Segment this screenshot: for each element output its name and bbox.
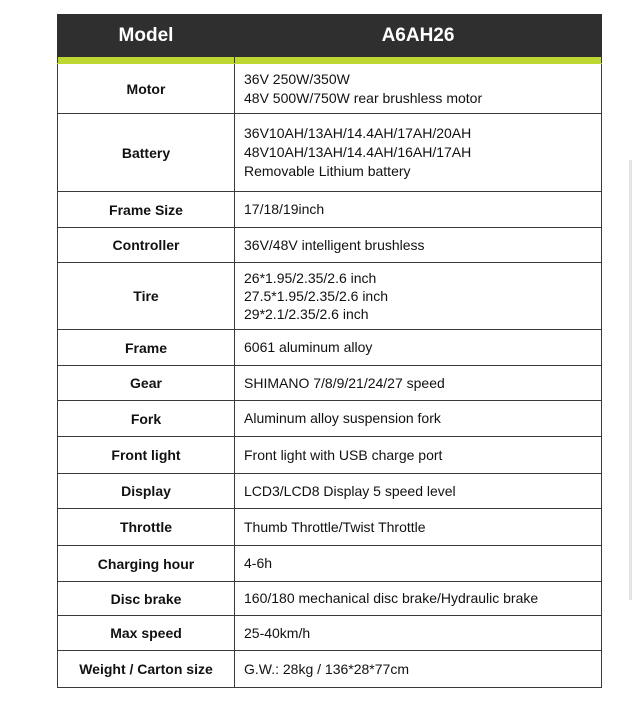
table-row — [58, 64, 602, 114]
table-row — [58, 582, 602, 616]
row-label-battery: Battery — [58, 114, 235, 192]
table-row — [58, 228, 602, 263]
value-line: Thumb Throttle/Twist Throttle — [244, 518, 426, 535]
value-line: 4-6h — [244, 555, 273, 571]
value-line: SHIMANO 7/8/9/21/24/27 speed — [244, 374, 445, 391]
value-line: 160/180 mechanical disc brake/Hydraulic brake — [244, 590, 539, 606]
row-label-tire: Tire — [58, 263, 235, 330]
value-line: 29*2.1/2.35/2.6 inch — [244, 306, 369, 322]
row-value-fork — [235, 401, 602, 437]
value-line: Removable Lithium battery — [244, 163, 411, 179]
table-row — [58, 651, 602, 688]
row-value-charging-hour — [235, 546, 602, 582]
row-value-tire — [235, 263, 602, 330]
table-row — [58, 192, 602, 228]
row-label-frame: Frame — [58, 330, 235, 366]
row-value-front-light — [235, 437, 602, 474]
value-line: 48V10AH/13AH/14.4AH/16AH/17AH — [244, 144, 472, 160]
table-row — [58, 114, 602, 192]
row-label-front-light: Front light — [58, 437, 235, 474]
table-row — [58, 263, 602, 330]
row-value-frame — [235, 330, 602, 366]
row-value-disc-brake — [235, 582, 602, 616]
value-line: LCD3/LCD8 Display 5 speed level — [244, 482, 456, 499]
row-value-throttle — [235, 509, 602, 546]
row-label-gear: Gear — [58, 366, 235, 401]
row-label-frame-size: Frame Size — [58, 192, 235, 228]
row-label-fork: Fork — [58, 401, 235, 437]
value-line: 27.5*1.95/2.35/2.6 inch — [244, 288, 389, 304]
value-line: 26*1.95/2.35/2.6 inch — [244, 270, 377, 286]
table-row — [58, 546, 602, 582]
row-value-frame-size — [235, 192, 602, 228]
spec-table — [57, 14, 602, 688]
accent-stripe — [58, 57, 602, 64]
table-row — [58, 616, 602, 651]
row-value-motor — [235, 64, 602, 114]
value-line: 36V/48V intelligent brushless — [244, 236, 425, 253]
value-line: 17/18/19inch — [244, 201, 325, 217]
value-line: 6061 aluminum alloy — [244, 339, 373, 355]
row-label-disc-brake: Disc brake — [58, 582, 235, 616]
row-label-weight-carton: Weight / Carton size — [58, 651, 235, 688]
row-value-controller — [235, 228, 602, 263]
table-row — [58, 474, 602, 509]
row-label-controller: Controller — [58, 228, 235, 263]
row-value-max-speed — [235, 616, 602, 651]
value-line: 48V 500W/750W rear brushless motor — [244, 89, 483, 106]
value-line: 36V10AH/13AH/14.4AH/17AH/20AH — [244, 125, 472, 141]
value-line: Front light with USB charge port — [244, 446, 443, 463]
value-line: 25-40km/h — [244, 624, 311, 641]
table-row — [58, 401, 602, 437]
header-model-value: A6AH26 — [235, 15, 602, 57]
row-label-charging-hour: Charging hour — [58, 546, 235, 582]
row-label-throttle: Throttle — [58, 509, 235, 546]
scrollbar-track[interactable] — [629, 160, 632, 600]
row-value-gear — [235, 366, 602, 401]
header-row — [58, 15, 602, 57]
row-label-motor: Motor — [58, 64, 235, 114]
header-model-label: Model — [58, 15, 235, 57]
value-line: G.W.: 28kg / 136*28*77cm — [244, 660, 409, 677]
row-label-display: Display — [58, 474, 235, 509]
value-line: Aluminum alloy suspension fork — [244, 410, 441, 426]
table-row — [58, 437, 602, 474]
table-row — [58, 330, 602, 366]
row-value-battery — [235, 114, 602, 192]
value-line: 36V 250W/350W — [244, 70, 350, 87]
row-value-weight-carton — [235, 651, 602, 688]
row-label-max-speed: Max speed — [58, 616, 235, 651]
table-row — [58, 366, 602, 401]
row-value-display — [235, 474, 602, 509]
table-row — [58, 509, 602, 546]
